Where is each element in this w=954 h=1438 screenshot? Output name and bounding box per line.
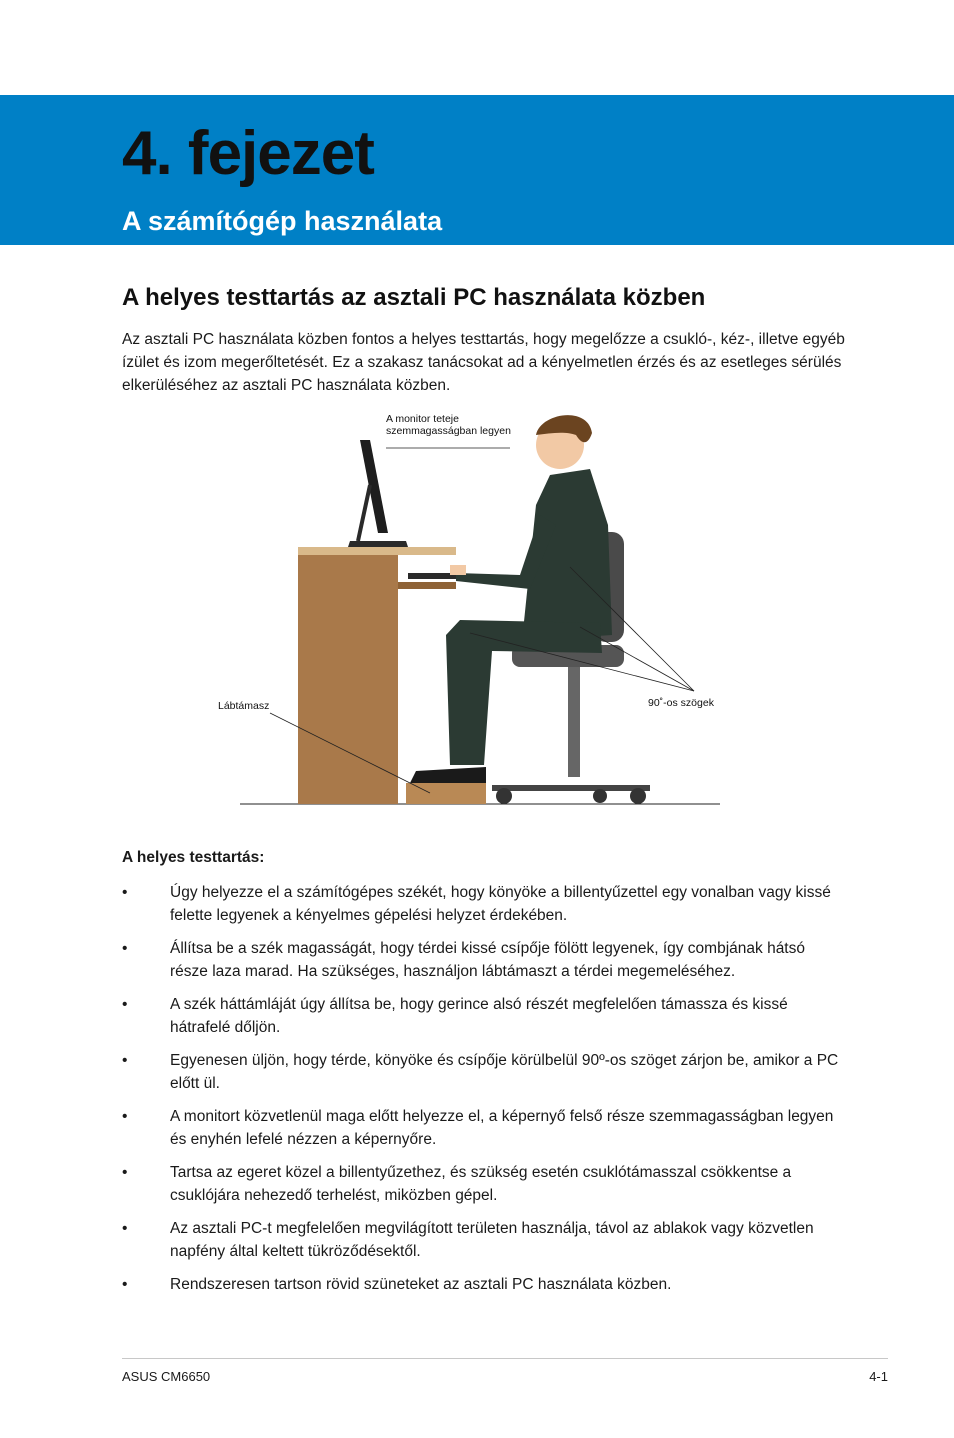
footer-product: ASUS CM6650 bbox=[122, 1369, 211, 1384]
posture-illustration bbox=[210, 405, 740, 810]
intro-paragraph: Az asztali PC használata közben fontos a helyes testtartás, hogy megelőzze a csukló-, kéz-, illetve egyéb ízület és izom megerőltetését. Ez a szakasz tanácsokat ad a kényelmetlen érzés és az esetleges sérülés elkerüléséhez az asztali PC használata közben. bbox=[122, 331, 845, 394]
list-item bbox=[122, 993, 847, 1039]
list-item bbox=[122, 1105, 847, 1151]
desk-top bbox=[298, 547, 456, 555]
list-item-text: Egyenesen üljön, hogy térde, könyöke és csípője körülbelül 90º-os szöget zárjon be, amikor a PC előtt ül. bbox=[170, 1052, 839, 1092]
bullet-icon: • bbox=[122, 1276, 128, 1293]
label-footrest: Lábtámasz bbox=[218, 700, 270, 712]
list-item-text: Az asztali PC-t megfelelően megvilágított területen használja, távol az ablakok vagy közvetlen napfény által keltett tükröződésektől. bbox=[170, 1220, 814, 1260]
list-item bbox=[122, 1049, 847, 1095]
footer-divider bbox=[122, 1358, 888, 1359]
list-item bbox=[122, 1217, 847, 1263]
posture-drawing bbox=[210, 405, 740, 810]
list-item bbox=[122, 937, 847, 983]
list-item-text: Állítsa be a szék magasságát, hogy térdei kissé csípője fölött legyenek, így combjának hátsó része laza marad. Ha szükséges, használjon lábtámaszt a térdei megemeléséhez. bbox=[170, 940, 805, 980]
monitor-stand bbox=[348, 541, 408, 547]
bullet-icon: • bbox=[122, 884, 128, 901]
chapter-subtitle: A számítógép használata bbox=[122, 206, 443, 236]
bullet-icon: • bbox=[122, 1108, 128, 1125]
bullet-icon: • bbox=[122, 996, 128, 1013]
list-item bbox=[122, 881, 847, 927]
list-item bbox=[122, 1273, 847, 1296]
list-item bbox=[122, 1161, 847, 1207]
person-shoes bbox=[410, 767, 486, 783]
footrest bbox=[406, 783, 486, 804]
bullet-icon: • bbox=[122, 1220, 128, 1237]
bullet-icon: • bbox=[122, 1164, 128, 1181]
chair-base bbox=[492, 785, 650, 791]
label-monitor: A monitor teteje szemmagasságban legyen bbox=[386, 413, 511, 437]
label-angles: 90˚-os szögek bbox=[648, 697, 714, 709]
chapter-title: 4. fejezet bbox=[122, 119, 374, 188]
footer-page-number: 4-1 bbox=[869, 1369, 888, 1384]
chair-post bbox=[568, 667, 580, 777]
section-title: A helyes testtartás az asztali PC használata közben bbox=[122, 284, 706, 311]
posture-heading: A helyes testtartás: bbox=[122, 849, 265, 866]
list-item-text: A szék háttámláját úgy állítsa be, hogy gerince alsó részét megfelelően támassza és kissé hátrafelé dőljön. bbox=[170, 996, 788, 1036]
bullet-icon: • bbox=[122, 1052, 128, 1069]
keyboard-tray bbox=[398, 582, 456, 589]
list-item-text: Tartsa az egeret közel a billentyűzethez, és szükség esetén csuklótámasszal csökkentse a csuklójára nehezedő terhelést, miközben gépel. bbox=[170, 1164, 792, 1204]
bullet-icon: • bbox=[122, 940, 128, 957]
list-item-text: Úgy helyezze el a számítógépes székét, hogy könyöke a billentyűzettel egy vonalban vagy kissé felette legyenek a kényelmes gépelési helyzet érdekében. bbox=[170, 884, 831, 924]
list-item-text: A monitort közvetlenül maga előtt helyezze el, a képernyő felső része szemmagasságban legyen és enyhén lefelé nézzen a képernyőre. bbox=[170, 1108, 834, 1148]
list-item-text: Rendszeresen tartson rövid szüneteket az asztali PC használata közben. bbox=[170, 1276, 672, 1293]
desk-body bbox=[298, 555, 398, 804]
posture-list bbox=[122, 881, 847, 1306]
